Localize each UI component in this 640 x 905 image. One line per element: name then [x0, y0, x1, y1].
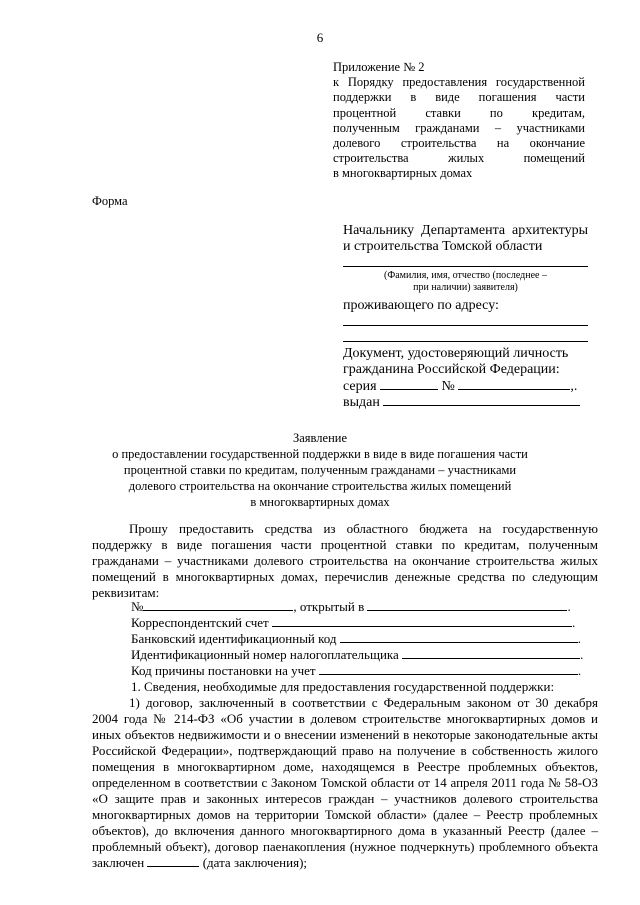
corr-account-label: Корреспондентский счет	[131, 615, 269, 630]
issued-by-field[interactable]	[383, 394, 580, 406]
item1-text: 1) договор, заключенный в соответствии с Федеральным законом от 30 декабря 2004 года № 214-ФЗ «Об участии в долевом строительстве многоквартирных домов и иных объектов недвижимости и о внесении изменений в некоторые законодательные акты Российской Федерации», подтверждающий право на получение в собственность жилого помещения в многоквартирном доме, находящемся в Реестре проблемных объектов, определенном в соответствии с Законом Томской области от 14 апреля 2011 года № 58-ОЗ «О защите прав и законных интересов граждан – участников долевого строительства многоквартирных домов на территории Томской области» (далее – Реестр проблемных объектов), до включения данного многоквартирного дома в указанный Реестр (далее – проблемный объект), договор паенакопления (нужное подчеркнуть) проблемного объекта заключен	[92, 695, 598, 870]
appendix-line: поддержки в виде погашения части	[333, 90, 585, 105]
account-number-label: №	[131, 599, 144, 614]
series-label: серия	[343, 379, 377, 394]
document-number-field[interactable]	[458, 378, 570, 390]
bik-row: Банковский идентификационный код .	[131, 631, 582, 646]
bik-label: Банковский идентификационный код	[131, 631, 337, 646]
addressee-block	[343, 223, 588, 255]
document-line1: Документ, удостоверяющий личность	[343, 346, 569, 361]
request-paragraph: Прошу предоставить средства из областного бюджета на государственную поддержку в виде погашения части процентной ставки по кредитам, полученным гражданами – участниками долевого строительства на окончание строительства жилых помещений в многоквартирных домах, перечислив денежные средства по следующим реквизитам:	[92, 521, 598, 600]
number-label: №	[441, 379, 455, 394]
account-number-field[interactable]	[143, 599, 293, 611]
kpp-field[interactable]	[319, 663, 578, 675]
document-line2: гражданина Российской Федерации:	[343, 362, 560, 377]
appendix-line: долевого строительства на окончание	[333, 136, 585, 151]
address-field-1[interactable]	[343, 325, 588, 326]
opened-in-label: , открытый в	[293, 599, 365, 614]
appendix-line: к Порядку предоставления государственной	[333, 75, 585, 90]
form-label: Форма	[92, 194, 128, 208]
kpp-label: Код причины постановки на учет	[131, 663, 316, 678]
page-number: 6	[316, 30, 324, 45]
identity-document-block	[343, 346, 588, 378]
appendix-line: процентной ставки по кредитам,	[333, 105, 585, 120]
item1-paragraph	[92, 695, 598, 871]
inn-label: Идентификационный номер налогоплательщика	[131, 647, 399, 662]
corr-account-row: Корреспондентский счет .	[131, 615, 576, 630]
item1-end: (дата заключения);	[202, 855, 308, 870]
appendix-line: в многоквартирных домах	[333, 166, 473, 181]
inn-field[interactable]	[402, 647, 580, 659]
bank-name-field[interactable]	[367, 599, 567, 611]
section1-heading: 1. Сведения, необходимые для предоставления государственной поддержки:	[131, 679, 555, 694]
applicant-name-caption: (Фамилия, имя, отчество (последнее – при наличии) заявителя)	[384, 270, 547, 293]
issued-label: выдан	[343, 395, 380, 410]
series-number-row: серия № ,.	[343, 379, 578, 394]
issued-row	[343, 394, 580, 411]
bik-field[interactable]	[340, 631, 578, 643]
inn-row: Идентификационный номер налогоплательщика .	[131, 647, 584, 662]
appendix-line: Приложение № 2	[333, 60, 425, 74]
contract-date-field[interactable]	[147, 855, 199, 867]
statement-title: Заявление о предоставлении государственной поддержки в виде в виде погашения части процентной ставки по кредитам, полученным гражданами – участниками долевого строительства на окончание строительства жилых помещений в многоквартирных домах	[0, 430, 640, 510]
addressee-line1: Начальнику Департамента архитектуры	[343, 223, 588, 238]
applicant-name-field[interactable]	[343, 266, 588, 267]
residing-label: проживающего по адресу:	[343, 298, 499, 313]
bank-account-row: № , открытый в .	[131, 599, 571, 614]
address-field-2[interactable]	[343, 341, 588, 342]
appendix-header	[333, 60, 585, 182]
appendix-line: полученным гражданами – участниками	[333, 120, 585, 135]
series-field[interactable]	[380, 378, 438, 390]
corr-account-field[interactable]	[272, 615, 572, 627]
addressee-line2: и строительства Томской области	[343, 239, 543, 254]
kpp-row: Код причины постановки на учет .	[131, 663, 582, 678]
statement-heading: Заявление	[292, 431, 347, 445]
appendix-line: строительства жилых помещений	[333, 151, 585, 166]
